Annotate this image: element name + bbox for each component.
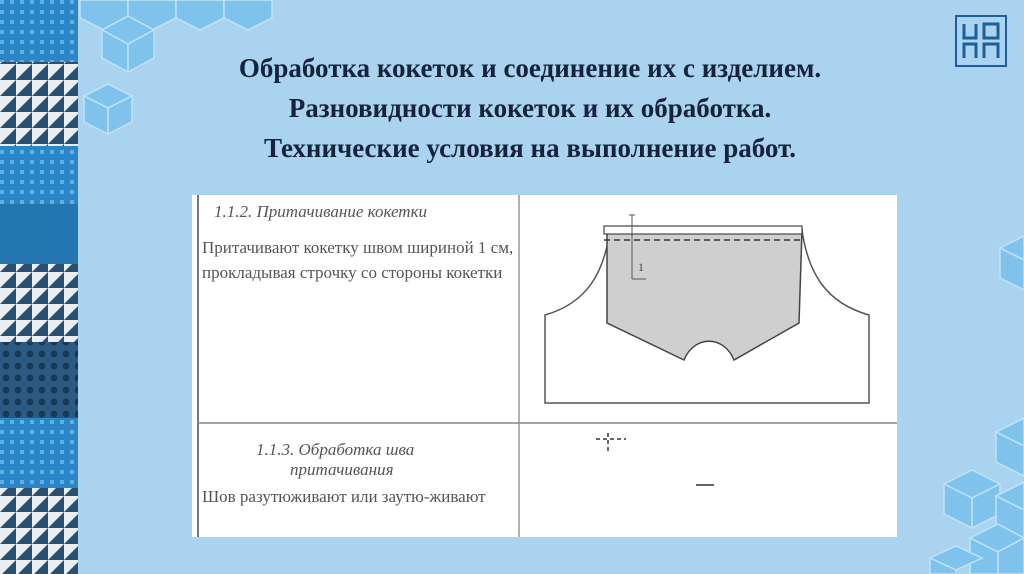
cube-right-2	[996, 418, 1024, 476]
slide-title	[150, 48, 910, 168]
section-1-heading: 1.1.2. Притачивание кокетки	[214, 202, 428, 221]
section-2-body: Шов разутюживают или заутю-живают	[202, 487, 486, 506]
dimension-label: 1	[638, 260, 644, 274]
section-1-body: Притачивают кокетку швом шириной 1 см, прокладывая строчку со стороны кокетки	[202, 238, 514, 282]
section-2-heading-line-1: 1.1.3. Обработка шва	[256, 440, 415, 459]
cube-left-3	[84, 84, 132, 134]
logo-icon	[955, 15, 1007, 67]
title-line-3: Технические условия на выполнение работ.	[263, 133, 797, 163]
cube-right-1	[1000, 236, 1024, 290]
title-line-1: Обработка кокеток и соединение их с изделием.	[238, 53, 822, 83]
scanned-table-image	[192, 195, 897, 537]
cube-right-3	[944, 470, 1000, 528]
section-2-heading-line-2: притачивания	[290, 460, 394, 479]
title-line-2: Разновидности кокеток и их обработка.	[288, 93, 772, 123]
